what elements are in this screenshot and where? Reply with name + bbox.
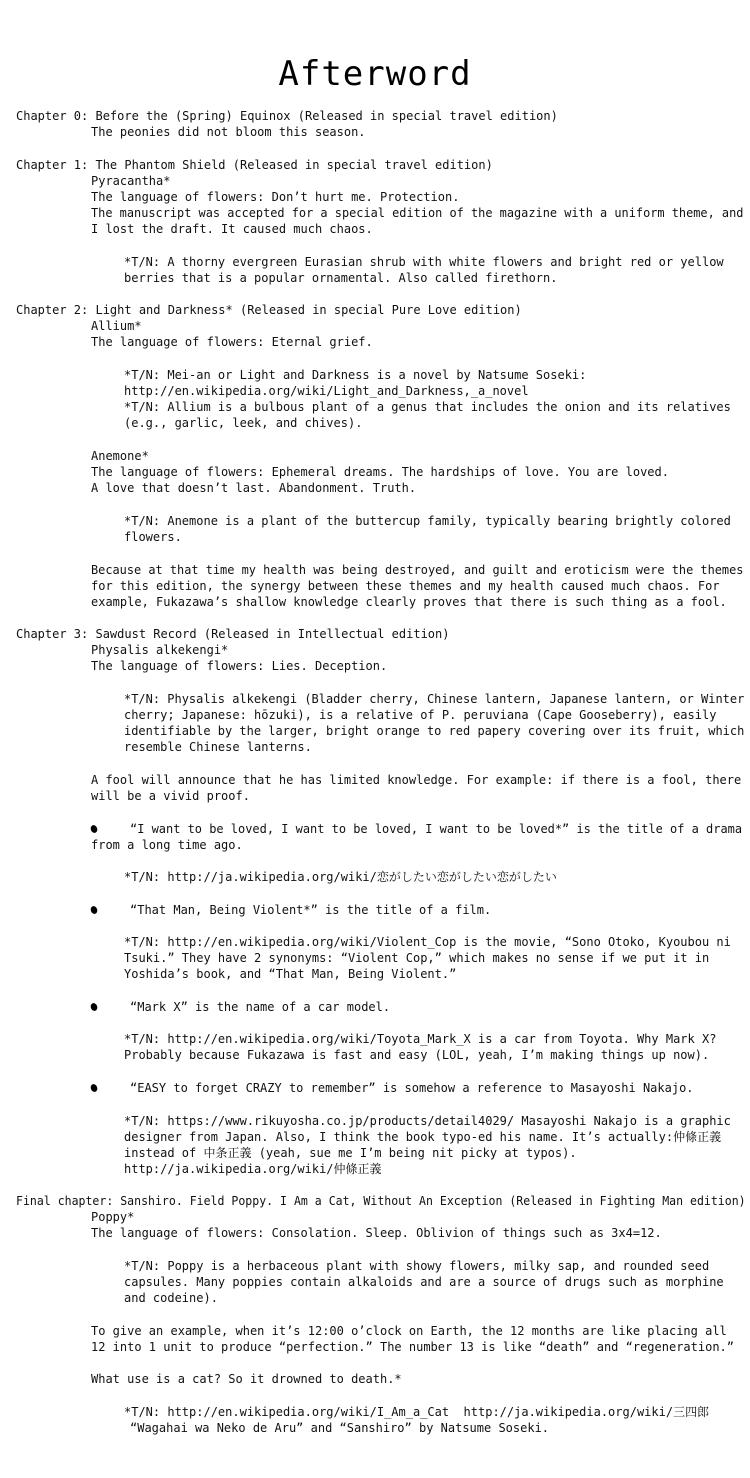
body-line: Anemone* (91, 449, 149, 463)
body-line: The language of flowers: Consolation. Sleep. Oblivion of things such as 3x4=12. (91, 1226, 662, 1240)
body-line: Pyracantha* (91, 174, 171, 188)
translator-note-line: http://en.wikipedia.org/wiki/Light_and_Darkness,_a_novel (124, 384, 529, 398)
body-line: A love that doesn’t last. Abandonment. Truth. (91, 481, 417, 495)
translator-note-line: *T/N: Anemone is a plant of the buttercup family, typically bearing brightly colored (124, 514, 731, 528)
bullet-icon (90, 905, 99, 915)
body-line: Poppy* (91, 1210, 135, 1224)
translator-note-line: *T/N: Physalis alkekengi (Bladder cherry, Chinese lantern, Japanese lantern, or Winter (124, 692, 745, 706)
translator-note-line: flowers. (124, 530, 182, 544)
bullet-item-text: “That Man, Being Violent*” is the title of a film. (130, 903, 492, 917)
body-line: from a long time ago. (91, 838, 243, 852)
translator-note-line: instead of 中条正義 (yeah, sue me I’m being nit picky at typos). (124, 1146, 577, 1160)
body-line: Because at that time my health was being destroyed, and guilt and eroticism were the themes (91, 563, 744, 577)
body-line: What use is a cat? So it drowned to death.* (91, 1372, 402, 1386)
translator-note-line: *T/N: Mei-an or Light and Darkness is a novel by Natsume Soseki: (124, 368, 587, 382)
chapter-heading: Chapter 3: Sawdust Record (Released in Intellectual edition) (16, 627, 450, 641)
body-line: The language of flowers: Don’t hurt me. Protection. (91, 190, 460, 204)
translator-note-line: http://ja.wikipedia.org/wiki/仲條正義 (124, 1162, 382, 1176)
translator-note-line: *T/N: Poppy is a herbaceous plant with showy flowers, milky sap, and rounded seed (124, 1259, 710, 1273)
body-line: 12 into 1 unit to produce “perfection.” The number 13 is like “death” and “regeneration.” (91, 1340, 734, 1354)
body-line: Physalis alkekengi* (91, 643, 229, 657)
translator-note-line: *T/N: https://www.rikuyosha.co.jp/products/detail4029/ Masayoshi Nakajo is a graphic (124, 1114, 731, 1128)
bullet-item-text: “Wagahai wa Neko de Aru” and “Sanshiro” by Natsume Soseki. (130, 1421, 550, 1435)
translator-note-line: identifiable by the larger, bright orange to red papery covering over its fruit, which (124, 724, 745, 738)
translator-note-line: *T/N: http://en.wikipedia.org/wiki/Violent_Cop is the movie, “Sono Otoko, Kyoubou ni (124, 935, 731, 949)
translator-note-line: *T/N: A thorny evergreen Eurasian shrub with white flowers and bright red or yellow (124, 255, 724, 269)
chapter-heading: Chapter 1: The Phantom Shield (Released in special travel edition) (16, 158, 493, 172)
translator-note-line: (e.g., garlic, leek, and chives). (124, 416, 363, 430)
body-line: To give an example, when it’s 12:00 o’clock on Earth, the 12 months are like placing all (91, 1324, 727, 1338)
body-line: Allium* (91, 319, 142, 333)
bullet-item-text: “Mark X” is the name of a car model. (130, 1000, 391, 1014)
translator-note-line: *T/N: http://en.wikipedia.org/wiki/I_Am_a_Cat http://ja.wikipedia.org/wiki/三四郎 (124, 1405, 710, 1419)
body-line: The peonies did not bloom this season. (91, 125, 366, 139)
chapter-heading: Final chapter: Sanshiro. Field Poppy. I Am a Cat, Without An Exception (Released in Fighting Man edition) (16, 1194, 746, 1208)
chapter-heading: Chapter 2: Light and Darkness* (Released in special Pure Love edition) (16, 303, 522, 317)
translator-note-line: and codeine). (124, 1291, 218, 1305)
translator-note-line: Tsuki.” They have 2 synonyms: “Violent Cop,” which makes no sense if we put it in (124, 951, 710, 965)
bullet-item-text: “I want to be loved, I want to be loved, I want to be loved*” is the title of a drama (130, 822, 743, 836)
bullet-item-text: “EASY to forget CRAZY to remember” is somehow a reference to Masayoshi Nakajo. (130, 1081, 694, 1095)
body-line: I lost the draft. It caused much chaos. (91, 222, 373, 236)
chapter-heading: Chapter 0: Before the (Spring) Equinox (Released in special travel edition) (16, 109, 558, 123)
body-line: The language of flowers: Ephemeral dreams. The hardships of love. You are loved. (91, 465, 669, 479)
translator-note-line: cherry; Japanese: hōzuki), is a relative of P. peruviana (Cape Gooseberry), easily (124, 708, 717, 722)
translator-note-line: *T/N: http://en.wikipedia.org/wiki/Toyota_Mark_X is a car from Toyota. Why Mark X? (124, 1032, 717, 1046)
translator-note-line: *T/N: http://ja.wikipedia.org/wiki/恋がしたい恋がしたい恋がしたい (124, 870, 557, 884)
body-line: The manuscript was accepted for a special edition of the magazine with a uniform theme, and (91, 206, 744, 220)
page-title: Afterword (278, 54, 472, 94)
translator-note-line: capsules. Many poppies contain alkaloids and are a source of drugs such as morphine (124, 1275, 724, 1289)
body-line: The language of flowers: Eternal grief. (91, 335, 373, 349)
translator-note-line: *T/N: Allium is a bulbous plant of a genus that includes the onion and its relatives (124, 400, 731, 414)
translator-note-line: Yoshida’s book, and “That Man, Being Violent.” (124, 967, 457, 981)
bullet-icon (90, 1083, 99, 1093)
body-line: The language of flowers: Lies. Deception. (91, 659, 388, 673)
translator-note-line: designer from Japan. Also, I think the book typo-ed his name. It’s actually:仲條正義 (124, 1130, 722, 1144)
bullet-icon (90, 824, 99, 834)
body-line: for this edition, the synergy between these themes and my health caused much chaos. For (91, 579, 720, 593)
body-line: will be a vivid proof. (91, 789, 250, 803)
translator-note-line: resemble Chinese lanterns. (124, 740, 312, 754)
translator-note-line: berries that is a popular ornamental. Also called firethorn. (124, 271, 558, 285)
bullet-icon (90, 1002, 99, 1012)
body-line: A fool will announce that he has limited knowledge. For example: if there is a fool, there (91, 773, 742, 787)
body-line: example, Fukazawa’s shallow knowledge clearly proves that there is such thing as a fool. (91, 595, 727, 609)
translator-note-line: Probably because Fukazawa is fast and easy (LOL, yeah, I’m making things up now). (124, 1048, 710, 1062)
